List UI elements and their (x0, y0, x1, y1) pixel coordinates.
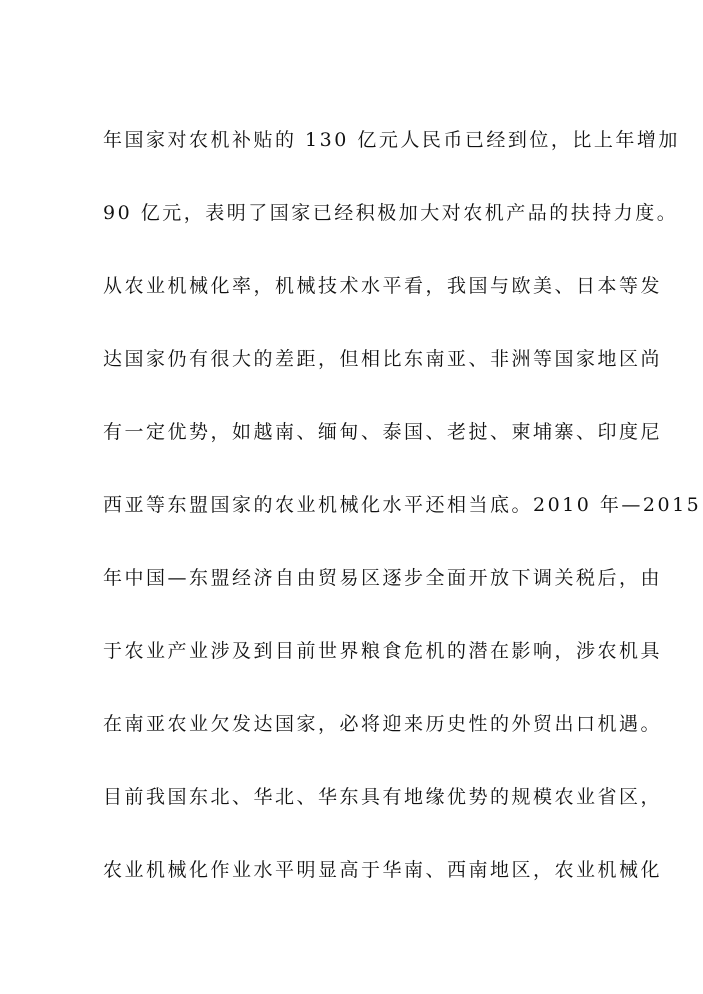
text-line-6: 西亚等东盟国家的农业机械化水平还相当底。2010 年—2015 (103, 494, 702, 516)
text-line-3: 从农业机械化率，机械技术水平看，我国与欧美、日本等发 (103, 275, 663, 297)
text-line-5: 有一定优势，如越南、缅甸、泰国、老挝、柬埔寨、印度尼 (103, 421, 663, 443)
text-line-4: 达国家仍有很大的差距，但相比东南亚、非洲等国家地区尚 (103, 348, 663, 370)
text-line-10: 目前我国东北、华北、华东具有地缘优势的规模农业省区， (103, 786, 663, 808)
text-line-11: 农业机械化作业水平明显高于华南、西南地区，农业机械化 (103, 859, 663, 881)
text-line-1: 年国家对农机补贴的 130 亿元人民币已经到位，比上年增加 (103, 129, 680, 151)
text-line-9: 在南亚农业欠发达国家，必将迎来历史性的外贸出口机遇。 (103, 713, 663, 735)
text-line-7: 年中国—东盟经济自由贸易区逐步全面开放下调关税后，由 (103, 567, 663, 589)
body-text (103, 118, 702, 921)
text-line-2: 90 亿元，表明了国家已经积极加大对农机产品的扶持力度。 (103, 202, 679, 224)
text-line-8: 于农业产业涉及到目前世界粮食危机的潜在影响，涉农机具 (103, 640, 663, 662)
